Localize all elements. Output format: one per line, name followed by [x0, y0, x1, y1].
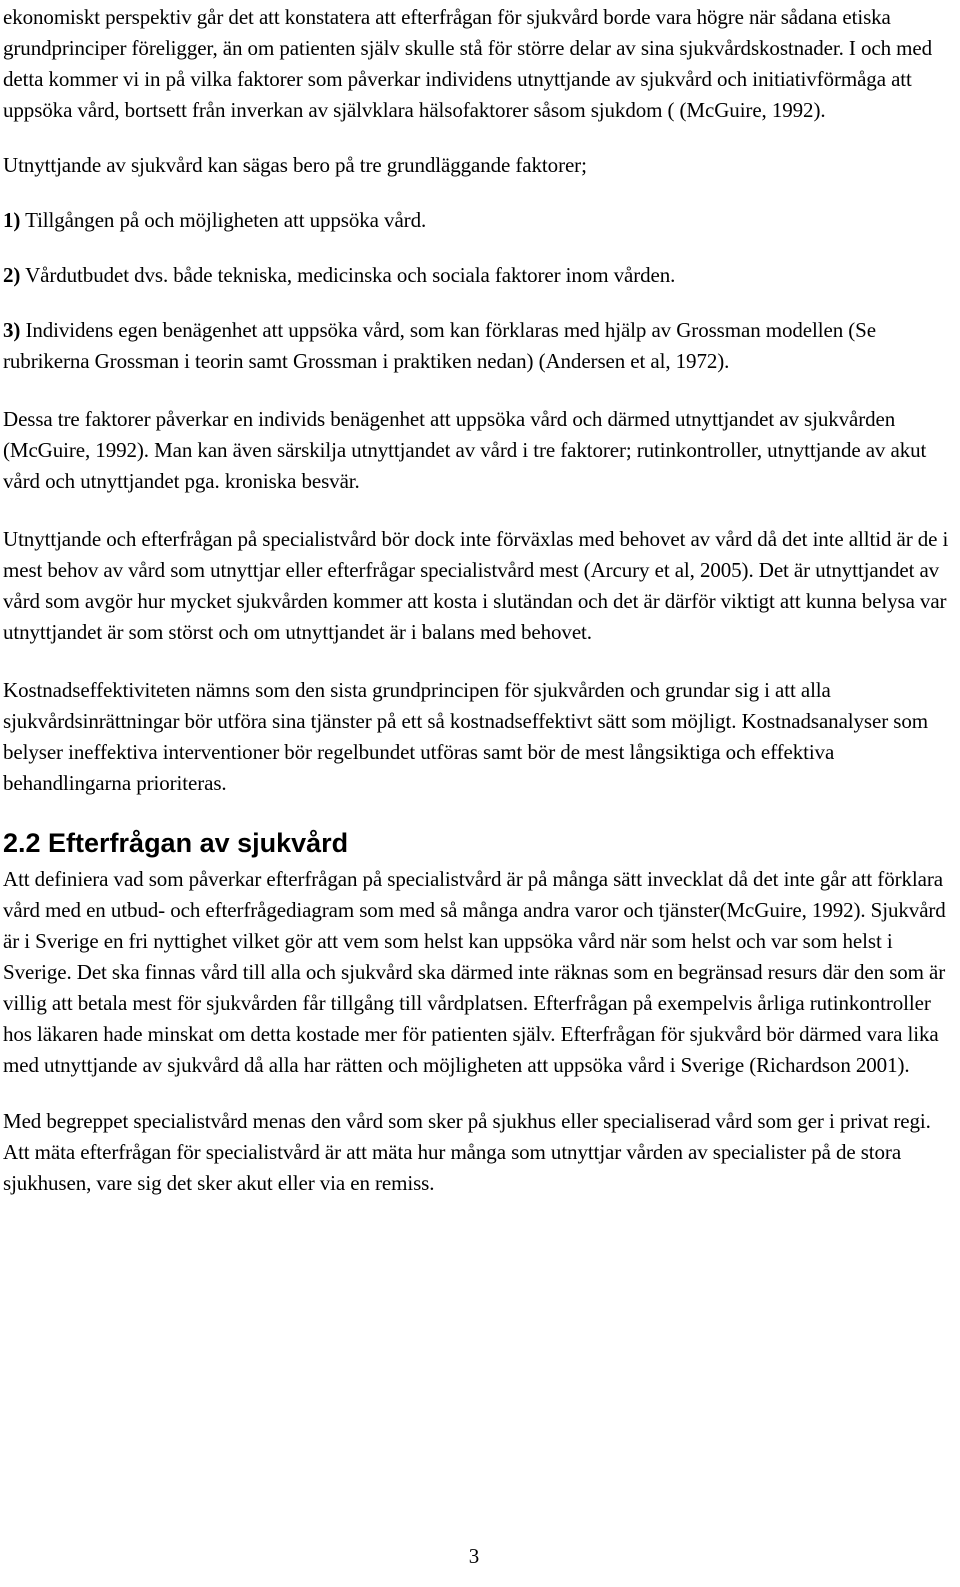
list-item-number: 2) — [3, 263, 21, 287]
intro-paragraph: ekonomiskt perspektiv går det att konstatera att efterfrågan för sjukvård borde vara högre när sådana etiska grundprinciper föreligger, än om patienten själv skulle stå för större delar av sina sjukvårdskostnader. I och med detta kommer vi in på vilka faktorer som påverkar individens utnyttjande av sjukvård och initiativförmåga att uppsöka vård, bortsett från inverkan av självklara hälsofaktorer såsom sjukdom ( (McGuire, 1992). — [3, 5, 932, 122]
list-item-number: 3) — [3, 318, 21, 342]
list-item-text: Vårdutbudet dvs. både tekniska, medicinska och sociala faktorer inom vården. — [25, 263, 676, 287]
page-body — [3, 2, 953, 1223]
section-paragraph: Med begreppet specialistvård menas den vård som sker på sjukhus eller specialiserad vård som ger i privat regi. Att mäta efterfrågan för specialistvård är att mäta hur många som utnyttjar vården av specialister på de stora sjukhusen, vare sig det sker akut eller via en remiss. — [3, 1109, 931, 1195]
list-item-2 — [3, 260, 953, 291]
factors-lead-paragraph: Utnyttjande av sjukvård kan sägas bero på tre grundläggande faktorer; — [3, 153, 587, 177]
list-item-number: 1) — [3, 208, 21, 232]
list-item-text: Individens egen benägenhet att uppsöka vård, som kan förklaras med hjälp av Grossman modellen (Se rubrikerna Grossman i teorin samt Grossman i praktiken nedan) (Andersen et al, 1972). — [3, 318, 876, 373]
body-paragraph: Kostnadseffektiviteten nämns som den sista grundprincipen för sjukvården och grundar sig i att alla sjukvårdsinrättningar bör utföra sina tjänster på ett så kostnadseffektivt sätt som möjligt. Kostnadsanalyser som belyser ineffektiva interventioner bör regelbundet utföras samt bör de mest långsiktiga och effektiva behandlingarna prioriteras. — [3, 678, 928, 795]
section-heading: 2.2 Efterfrågan av sjukvård — [3, 828, 349, 858]
list-item-text: Tillgången på och möjligheten att uppsöka vård. — [25, 208, 427, 232]
section-paragraph: Att definiera vad som påverkar efterfrågan på specialistvård är på många sätt invecklat då det inte går att förklara vård med en utbud- och efterfrågediagram som med så många andra varor och tjänster(McGuire, 1992). Sjukvård är i Sverige en fri nyttighet vilket gör att vem som helst kan uppsöka vård när som helst och var som helst i Sverige. Det ska finnas vård till alla och sjukvård ska därmed inte räknas som en begränsad resurs där den som är villig att betala mest för sjukvården får tillgång till vårdplatsen. Efterfrågan på exempelvis årliga rutinkontroller hos läkaren hade minskat om detta kostade mer för patienten själv. Efterfrågan för sjukvård bör därmed vara lika med utnyttjande av sjukvård då alla har rätten och möjligheten att uppsöka vård i Sverige (Richardson 2001). — [3, 867, 946, 1077]
body-paragraph: Dessa tre faktorer påverkar en individs benägenhet att uppsöka vård och därmed utnyttjandet av sjukvården (McGuire, 1992). Man kan även särskilja utnyttjandet av vård i tre faktorer; rutinkontroller, utnyttjande av akut vård och utnyttjandet pga. kroniska besvär. — [3, 407, 927, 493]
list-item-3 — [3, 315, 953, 377]
body-paragraph: Utnyttjande och efterfrågan på specialistvård bör dock inte förväxlas med behovet av vård då det inte alltid är de i mest behov av vård som utnyttjar eller efterfrågar specialistvård mest (Arcury et al, 2005). Det är utnyttjandet av vård som avgör hur mycket sjukvården kommer att kosta i slutändan och det är därför viktigt att kunna belysa var utnyttjandet är som störst och om utnyttjandet är i balans med behovet. — [3, 527, 949, 644]
page-number: 3 — [468, 1544, 480, 1568]
list-item-1 — [3, 205, 953, 236]
